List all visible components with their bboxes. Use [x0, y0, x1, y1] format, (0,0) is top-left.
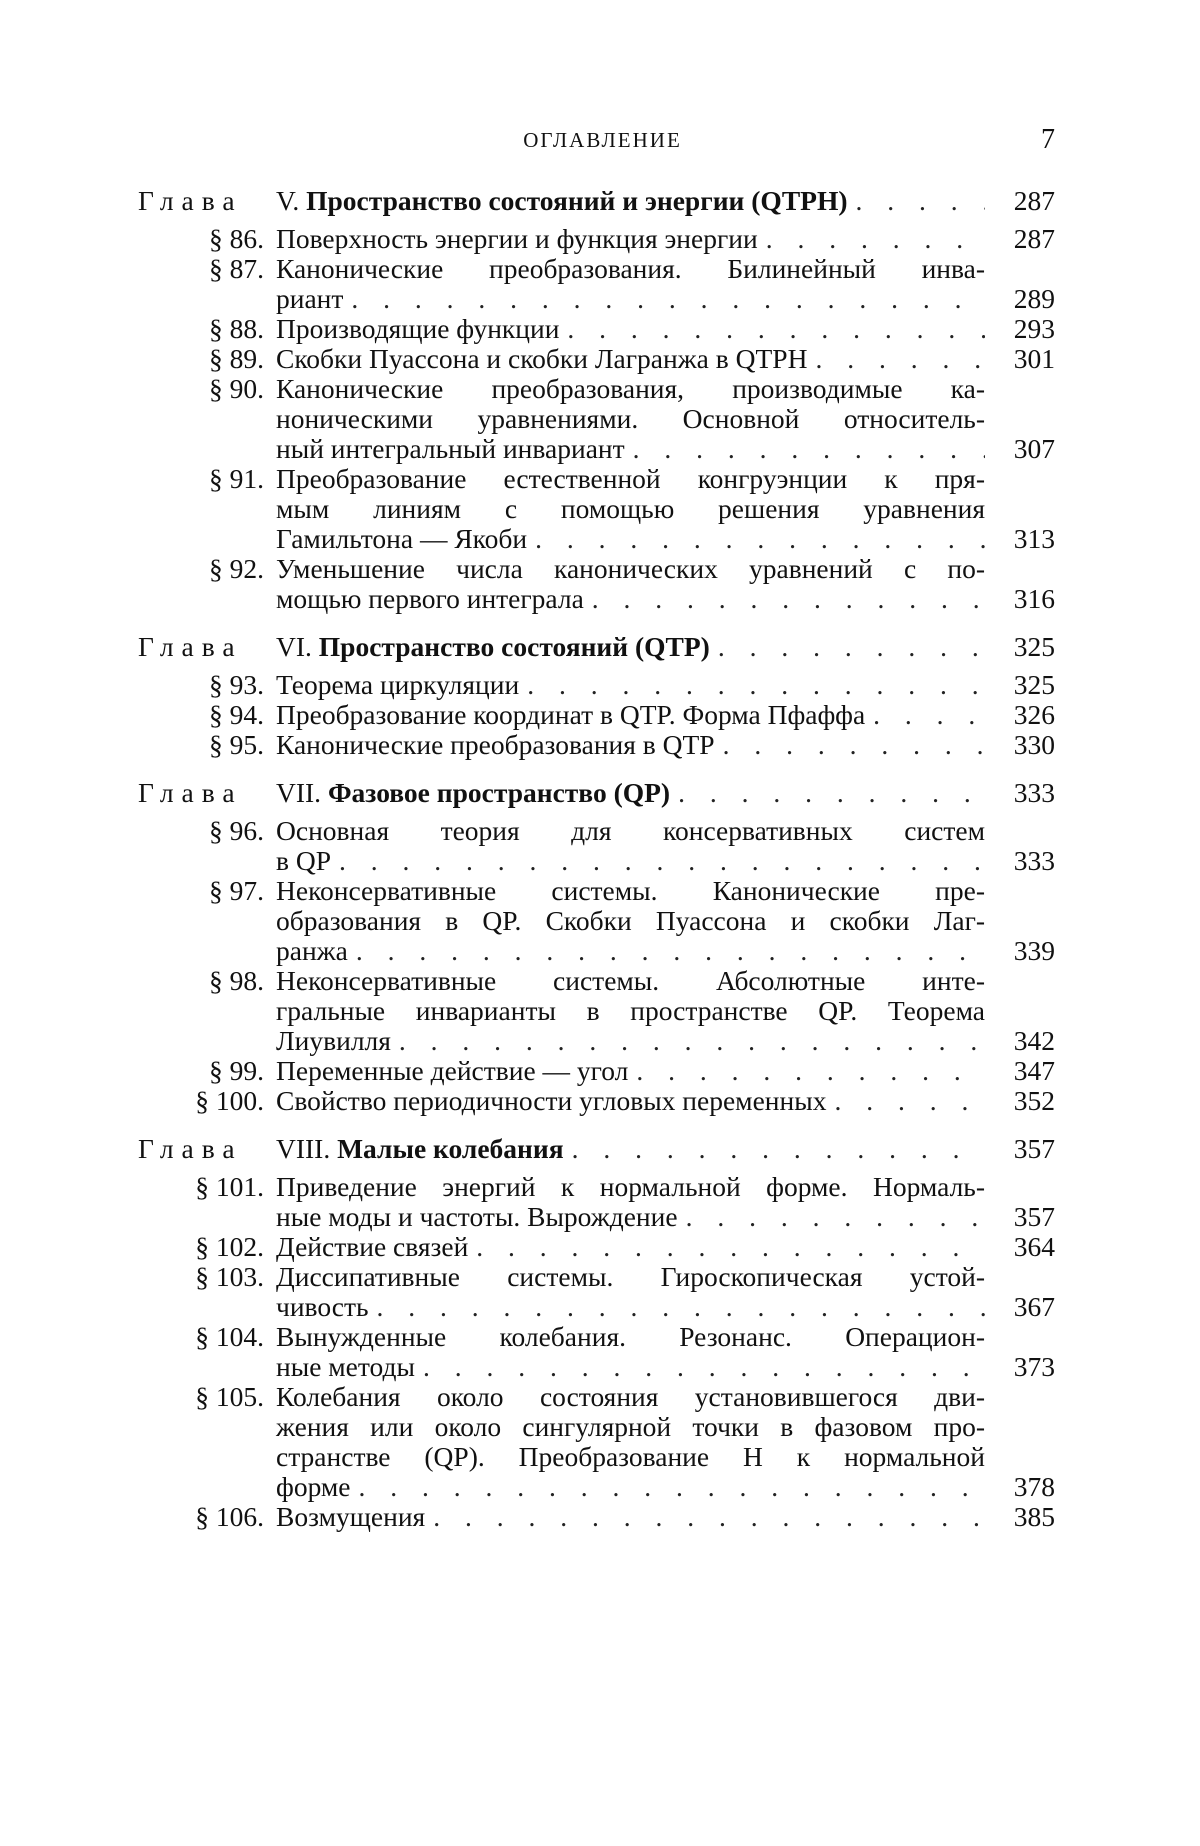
section-title-line: чивость — [276, 1291, 369, 1322]
section-entry — [138, 966, 1055, 1056]
section-entry — [138, 1382, 1055, 1502]
dot-leader — [584, 584, 985, 614]
section-page: 316 — [1013, 583, 1055, 614]
chapter-entry — [138, 186, 1055, 216]
section-line — [138, 584, 1055, 614]
section-line — [138, 1202, 1055, 1232]
chapter-number: VI. — [276, 631, 312, 662]
section-entry — [138, 1262, 1055, 1322]
section-page: 373 — [1013, 1351, 1055, 1382]
section-line — [138, 314, 1055, 344]
section-title-line: мощью первого интеграла — [276, 583, 584, 614]
section-title-line: ные моды и частоты. Вырождение — [276, 1201, 678, 1232]
section-entry — [138, 374, 1055, 464]
dot-leader — [348, 936, 985, 966]
section-page: 352 — [1013, 1085, 1055, 1116]
section-line — [138, 1502, 1055, 1532]
section-title-line: форме — [276, 1471, 351, 1502]
dot-leader — [564, 1134, 985, 1164]
chapter-title — [276, 632, 710, 662]
section-line — [138, 374, 1055, 404]
section-title-line: Преобразование координат в QTP. Форма Пфаффа — [276, 699, 866, 730]
dot-leader — [715, 730, 985, 760]
dot-leader — [351, 1472, 985, 1502]
section-title-line: Уменьшение числа канонических уравнений с по- — [276, 553, 985, 584]
section-line — [138, 404, 1055, 434]
section-title-line: мым линиям с помощью решения уравнения — [276, 493, 985, 524]
section-title-line: странстве (QP). Преобразование H к нормальной — [276, 1441, 985, 1472]
dot-leader — [826, 1086, 985, 1116]
section-line — [138, 700, 1055, 730]
section-line — [138, 284, 1055, 314]
section-line — [138, 494, 1055, 524]
chapter-title-text: Малые колебания — [337, 1133, 564, 1164]
section-entry — [138, 1502, 1055, 1532]
section-title-line: Возмущения — [276, 1501, 426, 1532]
section-page: 378 — [1013, 1471, 1055, 1502]
chapter-title-text: Пространство состояний и энергии (QTPH) — [306, 185, 848, 216]
dot-leader — [559, 314, 985, 344]
section-page: 364 — [1013, 1231, 1055, 1262]
section-entry — [138, 670, 1055, 700]
dot-leader — [758, 224, 985, 254]
chapter-entry — [138, 1134, 1055, 1164]
section-entry — [138, 1086, 1055, 1116]
chapter-title — [276, 186, 848, 216]
chapter-title-text: Фазовое пространство (QP) — [327, 777, 671, 808]
section-title-line: риант — [276, 283, 344, 314]
section-number: § 95. — [209, 729, 264, 760]
dot-leader — [807, 344, 985, 374]
dot-leader — [415, 1352, 985, 1382]
section-page: 347 — [1013, 1055, 1055, 1086]
running-head: ОГЛАВЛЕНИЕ — [523, 128, 682, 152]
section-line — [138, 1322, 1055, 1352]
page-header — [150, 124, 1055, 164]
section-title-line: Гамильтона — Якоби — [276, 523, 528, 554]
section-entry — [138, 1172, 1055, 1232]
section-number: § 87. — [209, 253, 264, 284]
section-page: 367 — [1013, 1291, 1055, 1322]
dot-leader — [425, 1502, 985, 1532]
section-line — [138, 1056, 1055, 1086]
section-entry — [138, 254, 1055, 314]
section-title-line: жения или около сингулярной точки в фазовом про- — [276, 1411, 985, 1442]
section-number: § 89. — [209, 343, 264, 374]
section-title-line: Канонические преобразования в QTP — [276, 729, 715, 760]
section-line — [138, 1292, 1055, 1322]
section-title-line: образования в QP. Скобки Пуассона и скобки Лаг- — [276, 905, 985, 936]
section-title-line: Основная теория для консервативных систем — [276, 815, 985, 846]
section-number: § 105. — [195, 1381, 264, 1412]
section-page: 385 — [1013, 1501, 1055, 1532]
section-title-line: Переменные действие — угол — [276, 1055, 629, 1086]
page-number: 7 — [1041, 124, 1055, 155]
chapter-title-text: Пространство состояний (QTP) — [318, 631, 710, 662]
section-entry — [138, 554, 1055, 614]
section-page: 289 — [1013, 283, 1055, 314]
section-title-line: Неконсервативные системы. Абсолютные инте- — [276, 965, 985, 996]
table-of-contents — [138, 186, 1055, 1532]
section-number: § 102. — [195, 1231, 264, 1262]
section-number: § 98. — [209, 965, 264, 996]
section-title-line: Теорема циркуляции — [276, 669, 520, 700]
section-number: § 99. — [209, 1055, 264, 1086]
section-number: § 90. — [209, 373, 264, 404]
dot-leader — [331, 846, 985, 876]
section-title-line: ный интегральный инвариант — [276, 433, 625, 464]
section-page: 301 — [1013, 343, 1055, 374]
chapter-number: VIII. — [276, 1133, 331, 1164]
section-entry — [138, 224, 1055, 254]
section-title-line: Скобки Пуассона и скобки Лагранжа в QTPH — [276, 343, 808, 374]
section-title-line: Неконсервативные системы. Канонические пре- — [276, 875, 985, 906]
chapter-entry — [138, 778, 1055, 808]
chapter-label: Глава — [138, 631, 243, 662]
section-line — [138, 670, 1055, 700]
section-line — [138, 1412, 1055, 1442]
chapter-page: 287 — [1013, 185, 1055, 216]
chapter-gap — [138, 1116, 1055, 1134]
chapter-number: VII. — [276, 777, 322, 808]
section-line — [138, 434, 1055, 464]
dot-leader — [369, 1292, 985, 1322]
section-number: § 97. — [209, 875, 264, 906]
chapter-title — [276, 778, 670, 808]
section-title-line: Вынужденные колебания. Резонанс. Операцион- — [276, 1321, 985, 1352]
dot-leader — [527, 524, 985, 554]
section-entry — [138, 314, 1055, 344]
section-title-line: Производящие функции — [276, 313, 560, 344]
section-title-line: Канонические преобразования. Билинейный инва- — [276, 253, 985, 284]
section-line — [138, 1262, 1055, 1292]
section-entry — [138, 344, 1055, 374]
section-line — [138, 524, 1055, 554]
section-page: 287 — [1013, 223, 1055, 254]
section-number: § 100. — [195, 1085, 264, 1116]
section-page: 342 — [1013, 1025, 1055, 1056]
dot-leader — [670, 778, 985, 808]
section-page: 357 — [1013, 1201, 1055, 1232]
section-line — [138, 1382, 1055, 1412]
section-line — [138, 1086, 1055, 1116]
section-number: § 103. — [195, 1261, 264, 1292]
dot-leader — [628, 1056, 985, 1086]
dot-leader — [468, 1232, 985, 1262]
dot-leader — [391, 1026, 985, 1056]
section-line — [138, 554, 1055, 584]
section-page: 339 — [1013, 935, 1055, 966]
chapter-label: Глава — [138, 185, 243, 216]
section-entry — [138, 1322, 1055, 1382]
section-title-line: в QP — [276, 845, 332, 876]
section-title-line: Лиувилля — [276, 1025, 391, 1056]
section-entry — [138, 700, 1055, 730]
section-entry — [138, 876, 1055, 966]
section-line — [138, 730, 1055, 760]
dot-leader — [678, 1202, 985, 1232]
section-title-line: Действие связей — [276, 1231, 469, 1262]
section-page: 326 — [1013, 699, 1055, 730]
section-line — [138, 906, 1055, 936]
section-page: 333 — [1013, 845, 1055, 876]
section-entry — [138, 1232, 1055, 1262]
section-number: § 91. — [209, 463, 264, 494]
section-number: § 88. — [209, 313, 264, 344]
section-number: § 106. — [195, 1501, 264, 1532]
section-number: § 101. — [195, 1171, 264, 1202]
dot-leader — [519, 670, 985, 700]
section-line — [138, 254, 1055, 284]
dot-leader — [848, 186, 985, 216]
section-line — [138, 1472, 1055, 1502]
section-entry — [138, 816, 1055, 876]
section-entry — [138, 464, 1055, 554]
section-page: 325 — [1013, 669, 1055, 700]
section-line — [138, 846, 1055, 876]
dot-leader — [625, 434, 985, 464]
section-line — [138, 996, 1055, 1026]
chapter-label: Глава — [138, 1133, 243, 1164]
dot-leader — [865, 700, 985, 730]
chapter-page: 357 — [1013, 1133, 1055, 1164]
section-title-line: гральные инварианты в пространстве QP. Теорема — [276, 995, 985, 1026]
section-number: § 93. — [209, 669, 264, 700]
section-title-line: Канонические преобразования, производимые ка- — [276, 373, 985, 404]
section-line — [138, 966, 1055, 996]
section-entry — [138, 730, 1055, 760]
section-page: 293 — [1013, 313, 1055, 344]
section-number: § 94. — [209, 699, 264, 730]
section-title-line: Приведение энергий к нормальной форме. Нормаль- — [276, 1171, 985, 1202]
chapter-gap — [138, 760, 1055, 778]
section-number: § 92. — [209, 553, 264, 584]
section-line — [138, 344, 1055, 374]
section-title-line: ноническими уравнениями. Основной относитель- — [276, 403, 985, 434]
section-line — [138, 876, 1055, 906]
section-entry — [138, 1056, 1055, 1086]
section-page: 307 — [1013, 433, 1055, 464]
section-title-line: Поверхность энергии и функция энергии — [276, 223, 758, 254]
section-title-line: Колебания около состояния установившегося дви- — [276, 1381, 985, 1412]
section-line — [138, 464, 1055, 494]
section-line — [138, 1352, 1055, 1382]
dot-leader — [710, 632, 985, 662]
chapter-page: 333 — [1013, 777, 1055, 808]
section-page: 313 — [1013, 523, 1055, 554]
section-title-line: ные методы — [276, 1351, 415, 1382]
chapter-number: V. — [276, 185, 300, 216]
section-title-line: Свойство периодичности угловых переменных — [276, 1085, 827, 1116]
chapter-entry — [138, 632, 1055, 662]
chapter-page: 325 — [1013, 631, 1055, 662]
section-title-line: ранжа — [276, 935, 348, 966]
chapter-title — [276, 1134, 564, 1164]
dot-leader — [343, 284, 985, 314]
section-number: § 96. — [209, 815, 264, 846]
section-number: § 104. — [195, 1321, 264, 1352]
section-title-line: Преобразование естественной конгруэнции к пря- — [276, 463, 985, 494]
section-line — [138, 1026, 1055, 1056]
chapter-gap — [138, 614, 1055, 632]
section-line — [138, 1232, 1055, 1262]
section-number: § 86. — [209, 223, 264, 254]
chapter-label: Глава — [138, 777, 243, 808]
section-title-line: Диссипативные системы. Гироскопическая устой- — [276, 1261, 985, 1292]
section-line — [138, 1442, 1055, 1472]
section-line — [138, 936, 1055, 966]
section-line — [138, 816, 1055, 846]
section-line — [138, 1172, 1055, 1202]
section-line — [138, 224, 1055, 254]
section-page: 330 — [1013, 729, 1055, 760]
